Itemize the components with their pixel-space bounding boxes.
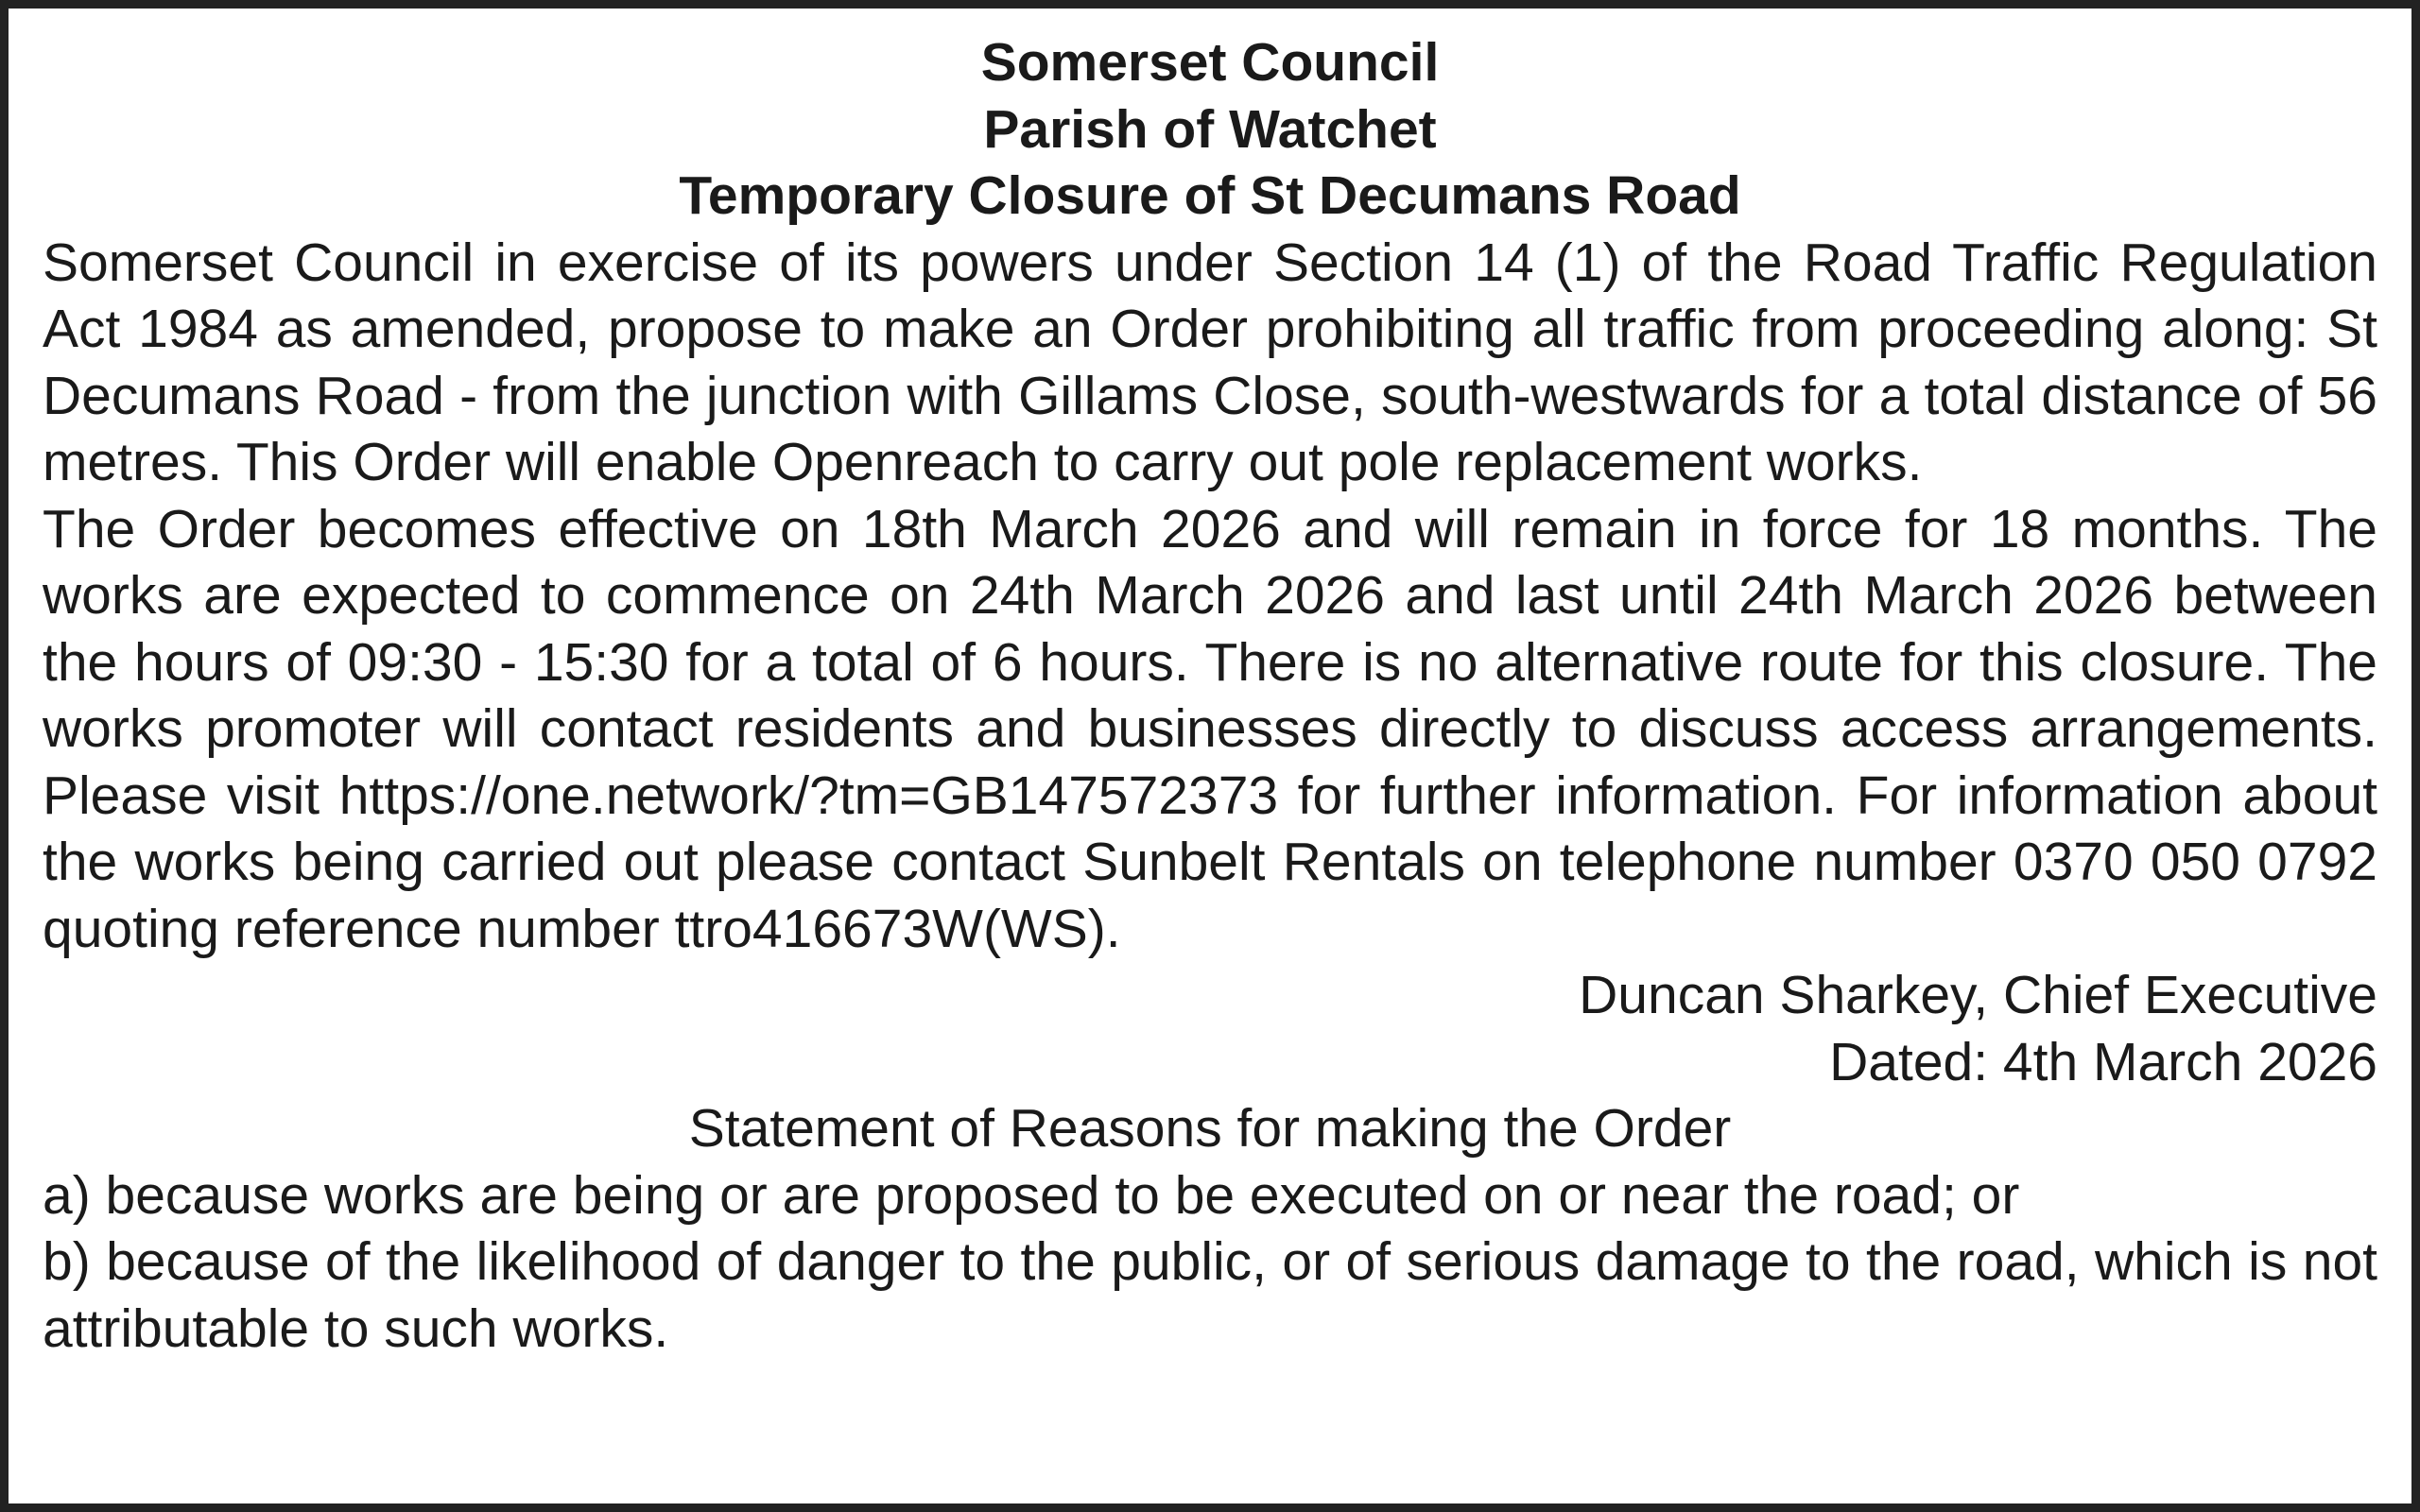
reason-item-a: a) because works are being or are proposed to be executed on or near the road; or bbox=[43, 1164, 2020, 1226]
notice-closure-title: Temporary Closure of St Decumans Road bbox=[679, 165, 1741, 226]
reasons-title: Statement of Reasons for making the Order bbox=[688, 1098, 1732, 1159]
notice-date: Dated: 4th March 2026 bbox=[1829, 1031, 2377, 1092]
notice-paragraph-order: Somerset Council in exercise of its powers under Section 14 (1) of the Road Traffic Regulation Act 1984 as amended, propose to make an Order prohibiting all traffic from proceeding along: St Decumans Road - from the junction with Gillams Close, south-westwards for a total distance of 56 metres. This Order will enable Openreach to carry out pole replacement works. bbox=[43, 232, 2377, 492]
signatory-name: Duncan Sharkey, Chief Executive bbox=[1579, 965, 2377, 1025]
notice-paragraph-details: The Order becomes effective on 18th March 2026 and will remain in force for 18 months. The works are expected to commence on 24th March 2026 and last until 24th March 2026 between the hours of 09:30 - 15:30 for a total of 6 hours. There is no alternative route for this closure. The works promoter will contact residents and businesses directly to discuss access arrangements. Please visit https://one.network/?tm=GB147572373 for further information. For information about the works being carried out please contact Sunbelt Rentals on telephone number 0370 050 0792 quoting reference number ttro416673W(WS). bbox=[43, 498, 2377, 959]
notice-parish-title: Parish of Watchet bbox=[983, 98, 1437, 160]
reason-item-b: b) because of the likelihood of danger to the public, or of serious damage to the road, which is not attributable to such works. bbox=[43, 1231, 2377, 1359]
notice-authority-title: Somerset Council bbox=[980, 32, 1440, 93]
